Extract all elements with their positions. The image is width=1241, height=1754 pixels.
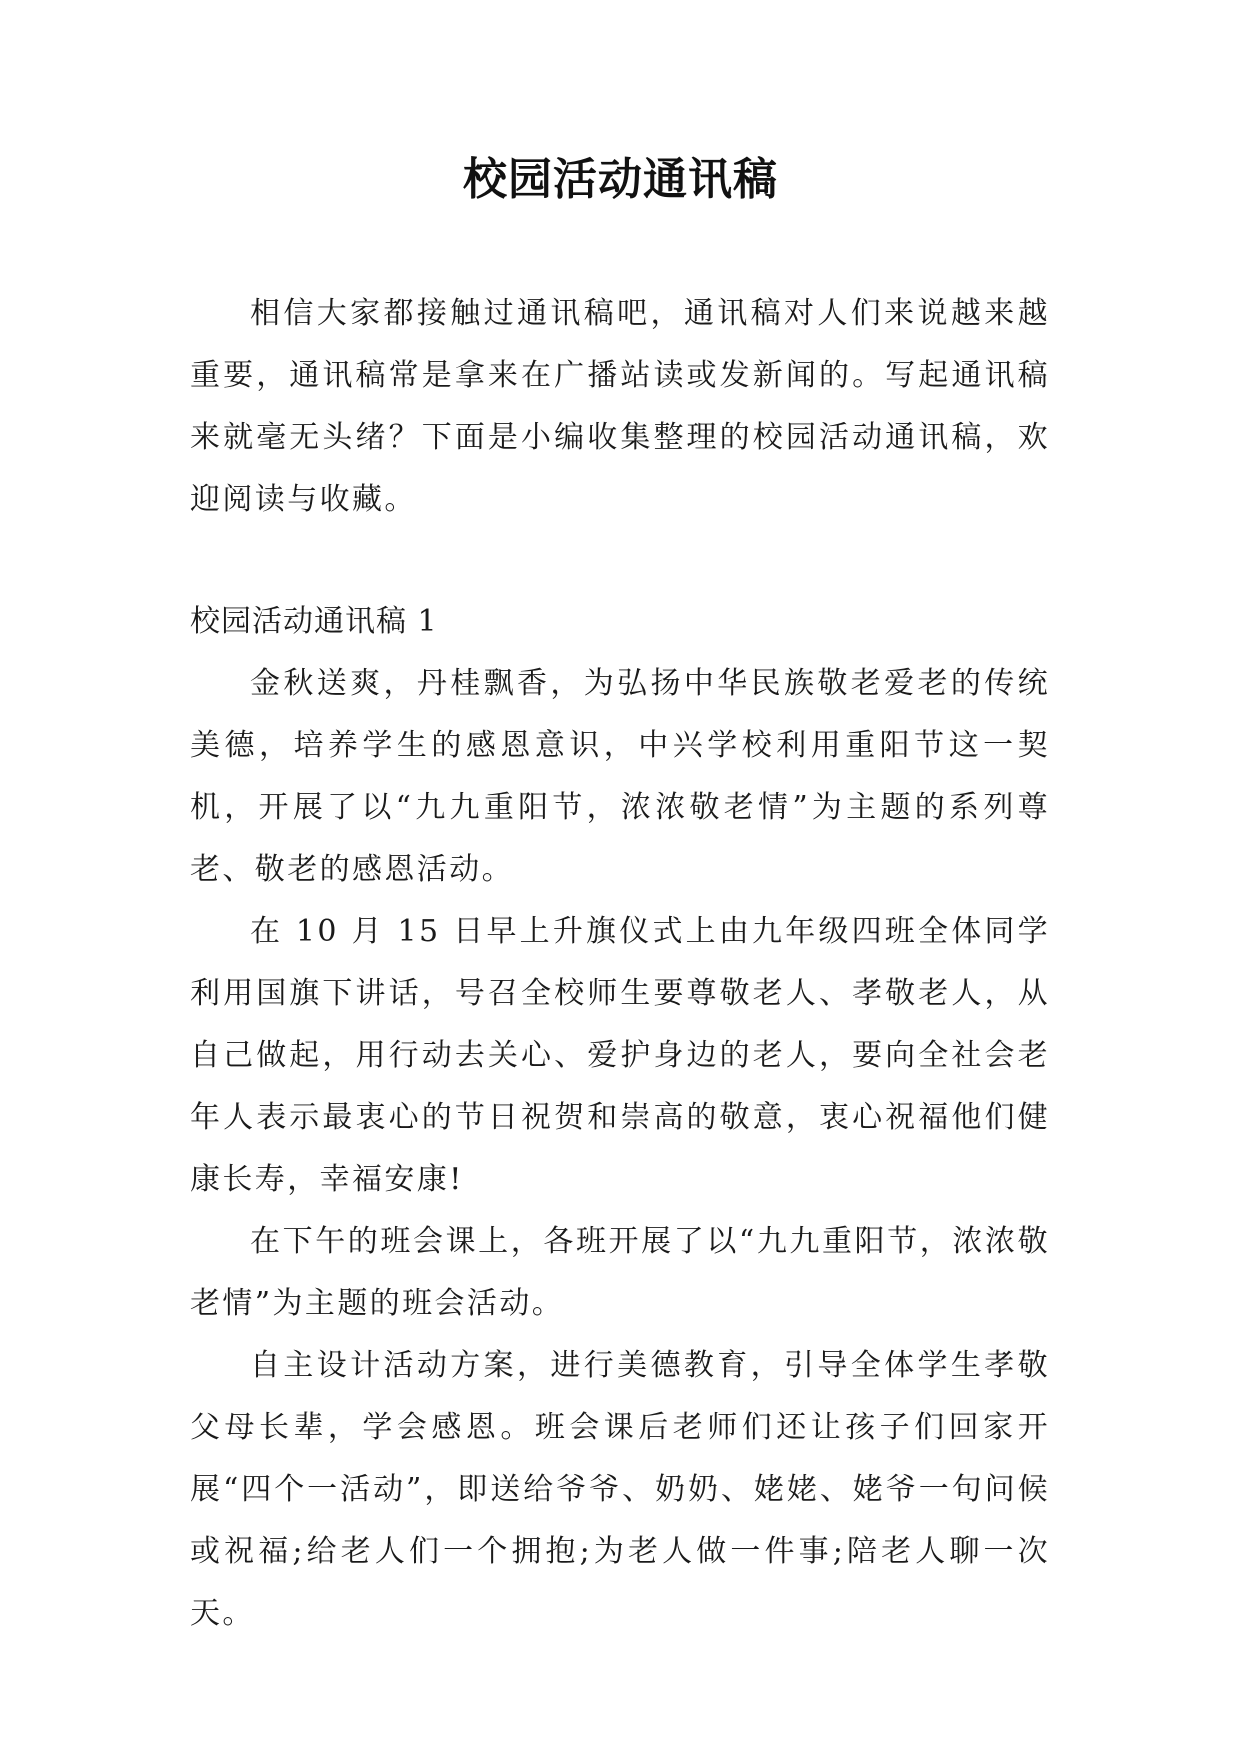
document-title: 校园活动通讯稿	[463, 154, 778, 205]
body-paragraph: 自主设计活动方案，进行美德教育，引导全体学生孝敬父母长辈，学会感恩。班会课后老师们还让孩子们回家开展“四个一活动”，即送给爷爷、奶奶、姥姥、姥爷一句问候或祝福;给老人们一个拥抱;为老人做一件事;陪老人聊一次天。	[190, 1348, 1050, 1631]
intro-paragraph: 相信大家都接触过通讯稿吧，通讯稿对人们来说越来越重要，通讯稿常是拿来在广播站读或发新闻的。写起通讯稿来就毫无头绪？下面是小编收集整理的校园活动通讯稿，欢迎阅读与收藏。	[190, 296, 1050, 517]
document-body	[190, 283, 1050, 1645]
body-paragraph: 金秋送爽，丹桂飘香，为弘扬中华民族敬老爱老的传统美德，培养学生的感恩意识，中兴学校利用重阳节这一契机，开展了以“九九重阳节，浓浓敬老情”为主题的系列尊老、敬老的感恩活动。	[190, 666, 1050, 887]
body-paragraph: 在下午的班会课上，各班开展了以“九九重阳节，浓浓敬老情”为主题的班会活动。	[190, 1224, 1050, 1321]
section-heading: 校园活动通讯稿 1	[190, 604, 438, 639]
body-paragraph: 在 10 月 15 日早上升旗仪式上由九年级四班全体同学利用国旗下讲话，号召全校师生要尊敬老人、孝敬老人，从自己做起，用行动去关心、爱护身边的老人，要向全社会老年人表示最衷心的节日祝贺和崇高的敬意，衷心祝福他们健康长寿，幸福安康!	[190, 914, 1050, 1197]
